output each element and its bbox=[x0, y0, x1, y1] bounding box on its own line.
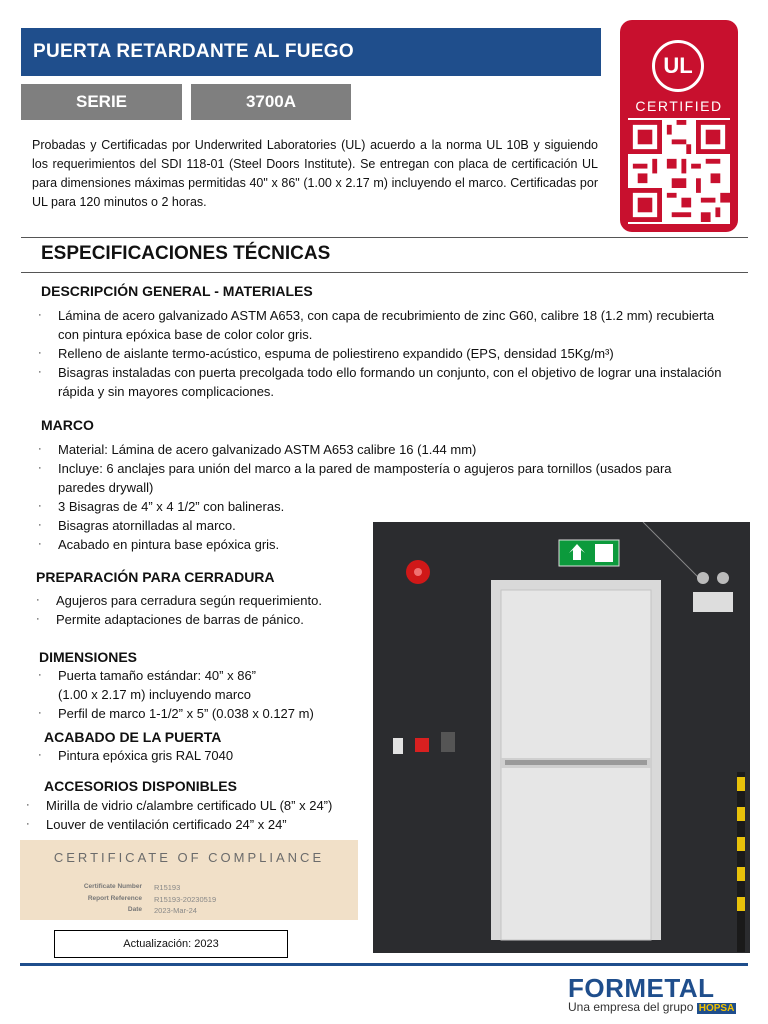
certificate-title: CERTIFICATE OF COMPLIANCE bbox=[53, 850, 325, 865]
cert-key: Date bbox=[127, 906, 142, 913]
cert-value: R15193-20230519 bbox=[154, 895, 217, 904]
list-item: · Bisagras instaladas con puerta precolgada todo ello formando un conjunto, con el objetivo de lograr una instalación rápida y sin mayores complicaciones. bbox=[38, 365, 722, 399]
certified-label: CERTIFIED bbox=[635, 98, 723, 114]
update-note: Actualización: 2023 bbox=[54, 930, 288, 958]
cert-value: R15193 bbox=[154, 883, 181, 892]
section-heading-dimensiones: DIMENSIONES bbox=[39, 649, 138, 665]
page-title: PUERTA RETARDANTE AL FUEGO bbox=[21, 28, 601, 76]
cert-value: 2023-Mar-24 bbox=[154, 906, 197, 915]
list-item: · 3 Bisagras de 4” x 4 1/2” con balineras. bbox=[38, 499, 285, 514]
footer-divider bbox=[20, 963, 748, 966]
list-item: · Pintura epóxica gris RAL 7040 bbox=[38, 748, 234, 763]
list-item: · Incluye: 6 anclajes para unión del marco a la pared de mampostería o agujeros para tornillos (usados para paredes drywall) bbox=[38, 461, 672, 495]
list-item: · Permite adaptaciones de barras de pánico. bbox=[36, 612, 304, 627]
ul-certified-badge bbox=[620, 20, 738, 232]
list-item: · Acabado en pintura base epóxica gris. bbox=[38, 537, 280, 552]
door-illustration bbox=[373, 522, 750, 953]
list-item: · Material: Lámina de acero galvanizado ASTM A653 calibre 16 (1.44 mm) bbox=[38, 442, 477, 457]
list-item: · Puerta tamaño estándar: 40” x 86” bbox=[38, 668, 257, 683]
divider bbox=[21, 237, 748, 238]
section-heading-general: DESCRIPCIÓN GENERAL - MATERIALES bbox=[41, 283, 313, 299]
qr-code-icon bbox=[628, 118, 730, 224]
list-dimensiones bbox=[38, 666, 368, 723]
list-item: · Louver de ventilación certificado 24” x 24” bbox=[26, 817, 287, 832]
ul-logo: UL bbox=[652, 40, 704, 92]
list-item: · Mirilla de vidrio c/alambre certificado UL (8” x 24”) bbox=[26, 798, 333, 813]
list-cerradura bbox=[36, 591, 366, 629]
section-heading-cerradura: PREPARACIÓN PARA CERRADURA bbox=[36, 569, 275, 585]
certificate-of-compliance bbox=[20, 840, 358, 920]
list-item: · Perfil de marco 1-1/2” x 5” (0.038 x 0.127 m) bbox=[38, 706, 314, 721]
divider bbox=[21, 272, 748, 273]
list-accesorios bbox=[26, 796, 376, 834]
list-general bbox=[38, 306, 728, 401]
section-heading-acabado: ACABADO DE LA PUERTA bbox=[44, 729, 222, 745]
list-item: · Lámina de acero galvanizado ASTM A653, con capa de recubrimiento de zinc G60, calibre 18 (1.2 mm) recubierta con pintura epóxica base de color color gris. bbox=[38, 308, 715, 342]
door-photo bbox=[373, 522, 750, 953]
formetal-logo: FORMETAL bbox=[568, 973, 715, 1003]
spec-title: ESPECIFICACIONES TÉCNICAS bbox=[41, 243, 331, 264]
serie-value: 3700A bbox=[191, 84, 351, 120]
list-item: · Relleno de aislante termo-acústico, espuma de poliestireno expandido (EPS, densidad 15Kg/m³) bbox=[38, 346, 614, 361]
intro-paragraph: Probadas y Certificadas por Underwrited Laboratories (UL) acuerdo a la norma UL 10B y siguiendo los requerimientos del SDI 118-01 (Steel Doors Institute). Se entregan con placa de certificación UL para dimensiones máximas permitidas 40" x 86" (1.00 x 2.17 m) incluyendo el marco. Certificadas por UL para 120 minutos o 2 horas. bbox=[32, 138, 598, 209]
list-item: · Bisagras atornilladas al marco. bbox=[38, 518, 236, 533]
hopsa-logo: HOPSA bbox=[698, 1003, 735, 1014]
footer-tagline: Una empresa del grupo HOPSA bbox=[568, 1000, 735, 1014]
section-heading-accesorios: ACCESORIOS DISPONIBLES bbox=[44, 778, 237, 794]
list-item-continuation: (1.00 x 2.17 m) incluyendo marco bbox=[58, 687, 251, 702]
list-item: · Agujeros para cerradura según requerimiento. bbox=[36, 593, 322, 608]
cert-key: Report Reference bbox=[87, 895, 142, 902]
qr-code[interactable] bbox=[628, 118, 730, 224]
cert-key: Certificate Number bbox=[83, 883, 142, 890]
serie-label: SERIE bbox=[21, 84, 182, 120]
list-acabado bbox=[38, 746, 368, 765]
section-heading-marco: MARCO bbox=[41, 417, 94, 433]
